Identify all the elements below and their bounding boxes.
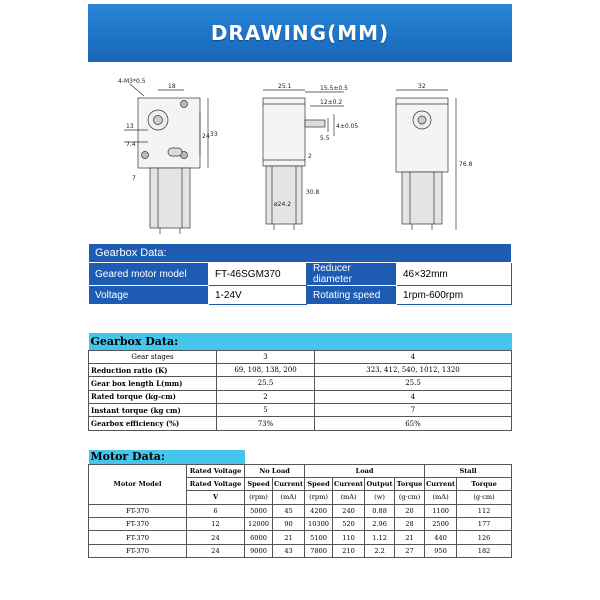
cell: 112 <box>457 504 512 517</box>
cell: 210 <box>333 544 365 557</box>
cell: 43 <box>273 544 305 557</box>
cell: FT-370 <box>89 544 187 557</box>
cell-value: 4 <box>315 350 512 363</box>
cell: 240 <box>333 504 365 517</box>
sub-header: Current <box>273 477 305 490</box>
cell: FT-370 <box>89 504 187 517</box>
summary-value: FT-46SGM370 <box>209 263 307 286</box>
dim-text: 13 <box>126 123 134 130</box>
cell: 182 <box>457 544 512 557</box>
side-gearbox-outline <box>263 98 305 166</box>
table-row <box>89 417 512 430</box>
dim-text: 7.4 <box>126 141 136 148</box>
table-row <box>89 544 512 557</box>
sub-header: Current <box>333 477 365 490</box>
summary-value: 1rpm-600rpm <box>397 286 512 305</box>
sub-header: Speed <box>245 477 273 490</box>
load-header: Load <box>305 464 425 477</box>
dim-text: 30.8 <box>306 189 320 196</box>
table-row <box>89 363 512 376</box>
motor-data-title: Motor Data: <box>89 450 245 464</box>
cell: 21 <box>395 531 425 544</box>
motor-model-header: Motor Model <box>89 464 187 504</box>
unit: (mA) <box>273 491 305 504</box>
table-row <box>89 464 512 477</box>
dim-text: 5.5 <box>320 135 330 142</box>
cell-value: 73% <box>217 417 315 430</box>
cell: 0.88 <box>365 504 395 517</box>
motor-data-table <box>88 450 512 558</box>
cell-value: 65% <box>315 417 512 430</box>
cell: 6000 <box>245 531 273 544</box>
right-motor-outline <box>402 172 442 224</box>
row-label: Gear stages <box>89 350 217 363</box>
cell: 12 <box>187 518 245 531</box>
cell: 4200 <box>305 504 333 517</box>
dim-text: 2 <box>308 153 312 160</box>
cell: 5100 <box>305 531 333 544</box>
row-label: Gearbox efficiency (%) <box>89 417 217 430</box>
table-row <box>89 404 512 417</box>
cell-value: 4 <box>315 390 512 403</box>
cell: 440 <box>425 531 457 544</box>
unit: (rpm) <box>245 491 273 504</box>
cell: 24 <box>187 544 245 557</box>
cell: 2.96 <box>365 518 395 531</box>
unit: (g·cm) <box>457 491 512 504</box>
header-banner <box>88 4 512 62</box>
side-motor-outline <box>266 166 302 224</box>
cell: 110 <box>333 531 365 544</box>
sub-header: Speed <box>305 477 333 490</box>
unit: (mA) <box>333 491 365 504</box>
volt-unit: V <box>187 491 245 504</box>
cell: 2500 <box>425 518 457 531</box>
table-row <box>89 286 512 305</box>
dim-text: 32 <box>418 83 426 90</box>
cell-value: 25.5 <box>315 377 512 390</box>
row-label: Gear box length L(mm) <box>89 377 217 390</box>
table-row <box>89 531 512 544</box>
dim-text: ø24.2 <box>274 201 292 208</box>
cell-value: 3 <box>217 350 315 363</box>
row-label: Instant torque (kg cm) <box>89 404 217 417</box>
dim-text: 4±0.05 <box>336 123 359 130</box>
cell: 177 <box>457 518 512 531</box>
summary-value: 1-24V <box>209 286 307 305</box>
cell-value: 2 <box>217 390 315 403</box>
cell: 126 <box>457 531 512 544</box>
cell: FT-370 <box>89 531 187 544</box>
dim-text: 4-M3*0.5 <box>118 78 146 85</box>
unit: (rpm) <box>305 491 333 504</box>
right-gearbox-outline <box>396 98 448 172</box>
dim-text: 18 <box>168 83 176 90</box>
cell: 7800 <box>305 544 333 557</box>
summary-label: Voltage <box>89 286 209 305</box>
rated-voltage-header: Rated Voltage <box>187 477 245 490</box>
cell: 12000 <box>245 518 273 531</box>
cell: 2.2 <box>365 544 395 557</box>
table-row <box>89 263 512 286</box>
cell: 10300 <box>305 518 333 531</box>
table-row <box>89 504 512 517</box>
gearbox-summary-table <box>88 243 512 305</box>
cell: 45 <box>273 504 305 517</box>
stall-header: Stall <box>425 464 512 477</box>
no-load-header: No Load <box>245 464 305 477</box>
cell: 90 <box>273 518 305 531</box>
page-title: DRAWING(MM) <box>210 21 390 45</box>
sub-header: Current <box>425 477 457 490</box>
cell-value: 7 <box>315 404 512 417</box>
table-row <box>89 350 512 363</box>
cell: 21 <box>273 531 305 544</box>
dim-text: 33 <box>210 131 218 138</box>
cell: FT-370 <box>89 518 187 531</box>
summary-label: Reducer diameter <box>307 263 397 286</box>
cell: 27 <box>395 544 425 557</box>
gearbox-summary-title: Gearbox Data: <box>89 244 512 263</box>
dim-text: 12±0.2 <box>320 99 343 106</box>
table-row <box>89 518 512 531</box>
unit: (mA) <box>425 491 457 504</box>
technical-drawings <box>88 70 512 240</box>
cell: 1.12 <box>365 531 395 544</box>
dim-text: 25.1 <box>278 83 292 90</box>
cell: 520 <box>333 518 365 531</box>
cell: 6 <box>187 504 245 517</box>
dim-text: 24 <box>202 133 210 140</box>
front-motor-outline <box>150 168 190 228</box>
cell: 950 <box>425 544 457 557</box>
sub-header: Output <box>365 477 395 490</box>
cell: 24 <box>187 531 245 544</box>
summary-label: Geared motor model <box>89 263 209 286</box>
side-shaft <box>305 120 325 127</box>
table-row <box>89 390 512 403</box>
sub-header: Torque <box>457 477 512 490</box>
gearbox-detail-title: Gearbox Data: <box>89 333 512 350</box>
drawing-svg <box>88 70 512 240</box>
dim-text: 76.8 <box>459 161 473 168</box>
cell-value: 69, 108, 138, 200 <box>217 363 315 376</box>
row-label: Reduction ratio (K) <box>89 363 217 376</box>
cell: 1100 <box>425 504 457 517</box>
unit: (g·cm) <box>395 491 425 504</box>
table-row <box>89 377 512 390</box>
dim-text: 7 <box>132 175 136 182</box>
cell: 28 <box>395 518 425 531</box>
cell-value: 323, 412, 540, 1012, 1320 <box>315 363 512 376</box>
summary-value: 46×32mm <box>397 263 512 286</box>
summary-label: Rotating speed <box>307 286 397 305</box>
dim-text: 15.5±0.5 <box>320 85 348 92</box>
cell-value: 25.5 <box>217 377 315 390</box>
cell-value: 5 <box>217 404 315 417</box>
cell: 9000 <box>245 544 273 557</box>
row-label: Rated torque (kg-cm) <box>89 390 217 403</box>
rated-voltage-header: Rated Voltage <box>187 464 245 477</box>
unit: (w) <box>365 491 395 504</box>
sub-header: Torque <box>395 477 425 490</box>
gearbox-detail-table <box>88 333 512 431</box>
cell: 5000 <box>245 504 273 517</box>
cell: 20 <box>395 504 425 517</box>
